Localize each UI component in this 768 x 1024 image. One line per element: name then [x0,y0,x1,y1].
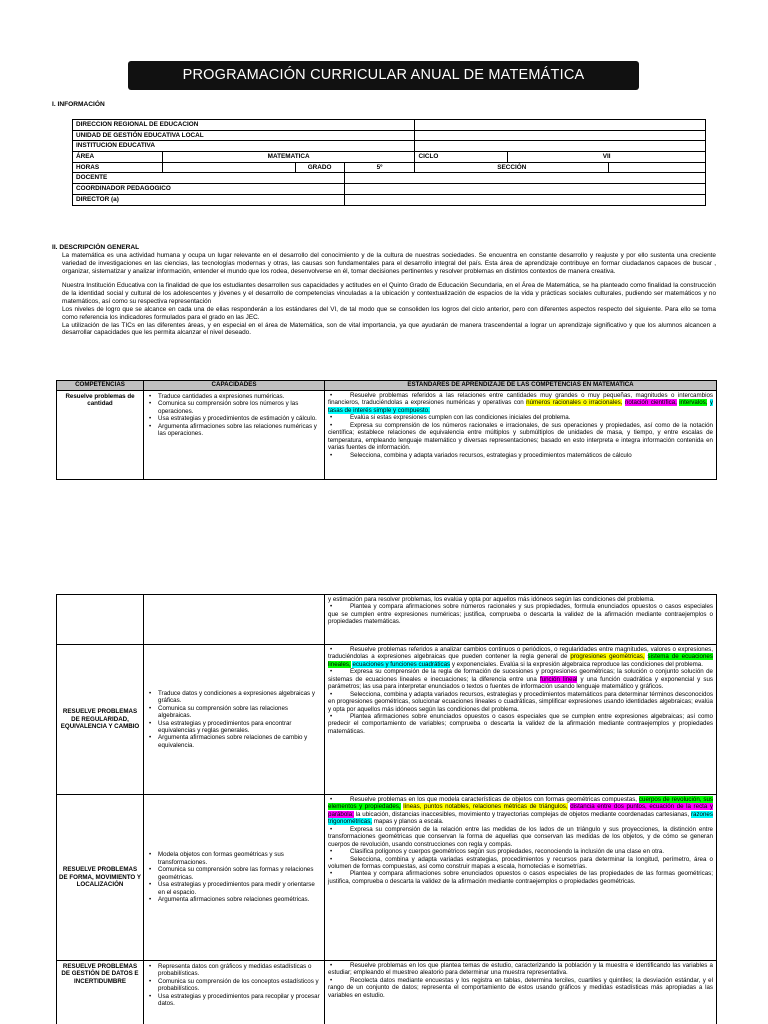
list-item: • Plantea y compara afirmaciones sobre números racionales y sus propiedades, formula enunciados opuestos o casos especiales que se cumplen entre expresiones numéricas; justifica, comprueba o descarta la validez de la afirmación mediante contraejemplos o propiedades matemáticas. [328,603,713,625]
text: y exponenciales. Evalúa si la expresión algebraica reproduce las condiciones del problema. [451,660,703,668]
list-item: • Usa estrategias y procedimientos de estimación y cálculo. [148,415,320,422]
capacidades-cantidad-cont [144,595,325,645]
highlight: y tasas de interés simple y compuesto. [328,399,713,414]
list-item: • Representa datos con gráficos y medidas estadísticas o probabilísticas. [148,963,320,978]
estandares-forma [325,795,717,961]
list-item: • Usa estrategias y procedimientos para medir y orientarse en el espacio. [148,881,320,896]
desc-paragraph: La matemática es una actividad humana y ocupa un lugar relevante en el desarrollo del conocimiento y de la cultura de nuestras sociedades. Se encuentra en constante desarrollo y reajuste y por ello sustenta una creciente variedad de investigaciones en las ciencias, las tecnologías modernas y otras, las causas son fundamentales para el desarrollo integral del país. Esta área de aprendizaje contribuye en formar ciudadanos capaces de buscar , organizar, sistematizar y analizar información, entender el mundo que los rodea, desenvolverse en él, tomar decisiones pertinentes y resolver problemas en distintos contextos de manera creativa. [62,252,716,275]
docente-value[interactable] [344,173,705,184]
capacidades-forma [144,795,325,961]
text: Resuelve problemas referidos a analizar cambios continuos o periódicos, o regularidades entre magnitudes, valores o expresiones, traduciéndolas a expresiones algebraicas que pueden contener la regla general de [328,646,713,661]
capacidades-cantidad [144,391,325,480]
ugel-value[interactable] [415,130,706,141]
desc-paragraph: La utilización de las TICs en las diferentes áreas, y en especial en el área de Matemática, son de vital importancia, ya que ayudarán de manera trascendental a lograr un aprendizaje significativo y que los alumnos alcancen a desarrollar capacidades que les permita alcanzar el nivel deseado. [62,321,716,337]
capacidades-datos [144,961,325,1024]
highlight: función lineal [539,675,578,683]
desc-paragraph: Los niveles de logro que se alcance en cada una de ellas responderán a los estándares del VI, de tal modo que se consoliden los logros del ciclo anterior, pero con diferentes aspectos respecto del siguiente. Para ello se toma como referencia los indicadores formulados para el grado en las JEC. [62,305,716,321]
list-item [328,668,713,690]
list-item: • Plantea afirmaciones sobre enunciados opuestos o casos especiales que se cumplen entre expresiones algebraicas; así como predecir el comportamiento de variables; comprueba o descarta la validez de la afirmación mediante contraejemplos y propiedades matemáticas. [328,713,713,735]
docente-label: DOCENTE [73,173,345,184]
list-item: • Expresa su comprensión de la relación entre las medidas de los lados de un triángulo y sus proyecciones, la distinción entre transformaciones geométricas que conservan la forma de aquellas que conservan las medidas de los objetos, y de cómo se generan cuerpos de revolución, usando construcciones con regla y compás. [328,826,713,848]
grado-label: GRADO [295,162,344,173]
highlight: sistema de ecuaciones lineales, [328,653,713,668]
dre-value[interactable] [415,120,706,131]
text: mapas y planos a escala. [373,818,444,826]
section-informacion-heading: I. INFORMACIÓN [52,101,105,108]
ie-value[interactable] [415,141,706,152]
list-item: • Comunica su comprensión de los conceptos estadísticos y probabilísticos. [148,978,320,993]
area-label: ÁREA [73,152,163,163]
highlight: progresiones geométricas, [570,653,645,661]
text: Resuelve problemas referidos a las relaciones entre cantidades muy grandes o muy pequeñas, magnitudes o intercambios financieros, traduciéndolas a expresiones numéricas y operativas con [328,392,713,407]
capacidades-regularidad [144,645,325,795]
competencia-regularidad: RESUELVE PROBLEMAS DE REGULARIDAD, EQUIVALENCIA Y CAMBIO [57,645,144,795]
estandares-datos [325,961,717,1024]
highlight: notación científica, [624,399,677,407]
list-item: • Resuelve problemas en los que plantea temas de estudio, caracterizando la población y la muestra e identificando las variables a estudiar; empleando el muestreo aleatorio para determinar una muestra representativa. [328,962,713,977]
list-item [328,796,713,826]
info-table [72,119,706,206]
list-item [328,392,713,414]
director-value[interactable] [344,194,705,205]
highlight: líneas, puntos notables, relaciones métricas de triángulos, [403,803,568,811]
highlight: cuerpos de revolución, sus elementos y propiedades, [328,796,713,811]
competencias-table-page2 [56,594,717,1024]
ugel-label: UNIDAD DE GESTIÓN EDUCATIVA LOCAL [73,130,415,141]
dre-label: DIRECCION REGIONAL DE EDUCACION [73,120,415,131]
text: Expresa su comprensión de la regla de formación de sucesiones y progresiones geométricas; la solución o conjunto solución de sistemas de ecuaciones lineales e inecuaciones; la diferencia entre una [328,668,713,683]
text: y una función cuadrática y exponencial y sus parámetros; las usa para interpretar enunciados o textos o fuentes de información usando lenguaje matemático y gráficos. [328,675,713,691]
list-item: • Plantea y compara afirmaciones sobre enunciados opuestos o casos especiales de las propiedades de las formas geométricas; justifica, comprueba o descarta la validez de la afirmación mediante contraejemplos o propiedades geométricas. [328,870,713,885]
list-item: • Comunica su comprensión sobre los números y las operaciones. [148,400,320,415]
list-item [328,646,713,668]
list-item: • Evalúa si estas expresiones cumplen con las condiciones iniciales del problema. [328,414,713,421]
highlight: números racionales o irracionales, [526,399,623,407]
grado-value: 5º [344,162,415,173]
text: Resuelve problemas en los que modela características de objetos con formas geométricas compuestas, [350,796,638,803]
page-title: PROGRAMACIÓN CURRICULAR ANUAL DE MATEMÁTICA [128,61,639,90]
competencia-datos: RESUELVE PROBLEMAS DE GESTIÓN DE DATOS E INCERTIDUMBRE [57,961,144,1024]
highlight: distancia entre dos puntos, ecuación de la recta y parábola; [328,803,713,818]
competencia-cantidad-cont [57,595,144,645]
competencia-cantidad: Resuelve problemas de cantidad [57,391,144,480]
list-item: • Selecciona, combina y adapta variadas estrategias, procedimientos y recursos para determinar la longitud, perímetro, área o volumen de formas compuestas, así como construir mapas a escala, homotecias e isometrías. [328,856,713,871]
horas-label: HORAS [73,162,163,173]
coordinador-label: COORDINADOR PEDAGOGICO [73,184,345,195]
header-capacidades: CAPACIDADES [144,381,325,391]
section-descripcion-heading: II. DESCRIPCIÓN GENERAL [52,244,140,251]
highlight: ecuaciones y funciones cuadráticas [352,660,451,668]
highlight: intervalos, [679,399,708,407]
header-estandares: ESTANDARES DE APRENDIZAJE DE LAS COMPETENCIAS EN MATEMATICA [325,381,717,391]
list-item: • Comunica su comprensión sobre las relaciones algebraicas. [148,705,320,720]
list-item: • Argumenta afirmaciones sobre las relaciones numéricas y las operaciones. [148,423,320,438]
list-item: y estimación para resolver problemas, los evalúa y opta por aquellos más idóneos según las condiciones del problema. [328,596,655,603]
competencias-table-page1 [56,380,717,480]
description-block [62,252,716,337]
list-item: • Traduce datos y condiciones a expresiones algebraicas y gráficas. [148,690,320,705]
header-competencias: COMPETENCIAS [57,381,144,391]
horas-value[interactable] [162,162,295,173]
list-item: • Usa estrategias y procedimientos para encontrar equivalencias y reglas generales. [148,720,320,735]
text: la ubicación, distancias inaccesibles, movimiento y trayectorias complejas de objetos mediante coordenadas cartesianas, [355,810,690,818]
list-item: • Expresa su comprensión de los números racionales e irracionales, de sus operaciones y propiedades, así como de la notación científica; establece relaciones de equivalencia entre múltiplos y submúltiplos de unidades de masa, y tiempo, y entre escalas de temperatura, empleando lenguaje matemático y diversas representaciones; basado en esto interpreta e integra información contenida en varias fuentes de información. [328,422,713,452]
list-item: • Comunica su comprensión sobre las formas y relaciones geométricas. [148,866,320,881]
list-item: • Argumenta afirmaciones sobre relaciones de cambio y equivalencia. [148,734,320,749]
list-item: • Traduce cantidades a expresiones numéricas. [148,393,320,400]
list-item: • Recolecta datos mediante encuestas y los registra en tablas, determina terciles, cuartiles y quintiles; la desviación estándar, y el rango de un conjunto de datos; representa el comportamiento de estos usando gráficos y medidas estadísticas más apropiadas a las variables en estudio. [328,977,713,999]
ciclo-value: VII [508,152,706,163]
seccion-value[interactable] [609,162,706,173]
highlight: razones trigonométricas, [328,810,713,826]
desc-paragraph: Nuestra Institución Educativa con la finalidad de que los estudiantes desarrollen sus capacidades y actitudes en el Quinto Grado de Educación Secundaria, en el Área de Matemática, se ha planteado como finalidad la construcción de la identidad social y cultural de los adolescentes y jóvenes y el desarrollo de competencias vinculadas a la ubicación y contextualización de espacios de la vida y prácticas sociales culturales, pudiendo ser matemáticos y no matemáticos, así como su respectiva representación [62,282,716,306]
list-item: • Argumenta afirmaciones sobre relaciones geométricas. [148,896,320,903]
seccion-label: SECCIÓN [415,162,609,173]
estandares-regularidad [325,645,717,795]
competencia-forma: RESUELVE PROBLEMAS DE FORMA, MOVIMIENTO Y LOCALIZACIÓN [57,795,144,961]
list-item: • Modela objetos con formas geométricas y sus transformaciones. [148,851,320,866]
estandares-cantidad-cont [325,595,717,645]
list-item: • Clasifica polígonos y cuerpos geométricos según sus propiedades, reconociendo la inclusión de una clase en otra. [328,848,713,855]
list-item: • Selecciona, combina y adapta variados recursos, estrategias y procedimientos matemáticos de cálculo [328,452,713,459]
director-label: DIRECTOR (a) [73,194,345,205]
coordinador-value[interactable] [344,184,705,195]
ciclo-label: CICLO [415,152,508,163]
area-value: MATEMATICA [162,152,415,163]
list-item: • Selecciona, combina y adapta variados recursos, estrategias y procedimientos matemáticos para determinar términos desconocidos en progresiones geométricas, solucionar ecuaciones lineales o cuadráticas, simplificar expresiones usando identidades algebraicas; evalúa y opta por aquellos más idóneos según las condiciones del problema. [328,691,713,713]
ie-label: INSTITUCION EDUCATIVA [73,141,415,152]
estandares-cantidad [325,391,717,480]
list-item: • Usa estrategias y procedimientos para recopilar y procesar datos. [148,993,320,1008]
